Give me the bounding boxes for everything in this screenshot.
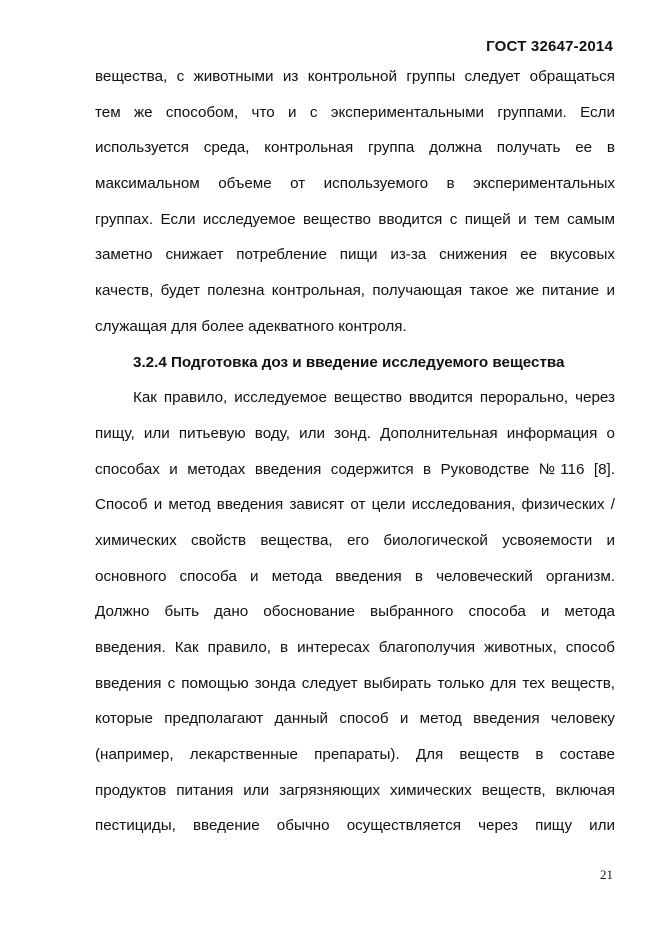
text-line: химических свойств вещества, его биологической усвояемости и	[95, 531, 615, 549]
text-line: которые предполагают данный способ и метод введения человеку	[95, 710, 615, 728]
text-line: способах и методах введения содержится в Руководстве №116 [8].	[95, 460, 615, 478]
document-code-header: ГОСТ 32647-2014	[486, 38, 613, 55]
paragraph-control-group	[95, 59, 615, 345]
text-line: тем же способом, что и с экспериментальными группами. Если	[95, 103, 615, 121]
text-line: Как правило, исследуемое вещество вводится перорально, через	[133, 389, 615, 407]
text-line: введения с помощью зонда следует выбирать только для тех веществ,	[95, 674, 615, 692]
text-line: вещества, с животными из контрольной группы следует обращаться	[95, 68, 615, 85]
text-line: Способ и метод введения зависят от цели исследования, физических /	[95, 496, 615, 514]
page-number: 21	[600, 867, 613, 882]
text-line: качеств, будет полезна контрольная, получающая такое же питание и	[95, 282, 615, 300]
text-line: заметно снижает потребление пищи из-за снижения ее вкусовых	[95, 246, 615, 264]
text-line: группах. Если исследуемое вещество вводится с пищей и тем самым	[95, 210, 615, 228]
text-line: максимальном объеме от используемого в экспериментальных	[95, 175, 615, 193]
paragraph-dose-administration	[95, 380, 615, 844]
text-line: используется среда, контрольная группа должна получать ее в	[95, 139, 615, 157]
text-line: (например, лекарственные препараты). Для веществ в составе	[95, 746, 615, 764]
document-body	[95, 59, 615, 844]
text-line: основного способа и метода введения в человеческий организм.	[95, 567, 615, 585]
text-line: продуктов питания или загрязняющих химических веществ, включая	[95, 781, 615, 799]
text-line: Должно быть дано обоснование выбранного способа и метода	[95, 603, 615, 621]
text-line: пестициды, введение обычно осуществляется через пищу или	[95, 817, 615, 835]
section-heading: 3.2.4 Подготовка доз и введение исследуемого вещества	[133, 353, 565, 371]
text-line: введения. Как правило, в интересах благополучия животных, способ	[95, 639, 615, 656]
text-line: служащая для более адекватного контроля.	[95, 317, 407, 335]
text-line: пищу, или питьевую воду, или зонд. Дополнительная информация о	[95, 424, 615, 442]
